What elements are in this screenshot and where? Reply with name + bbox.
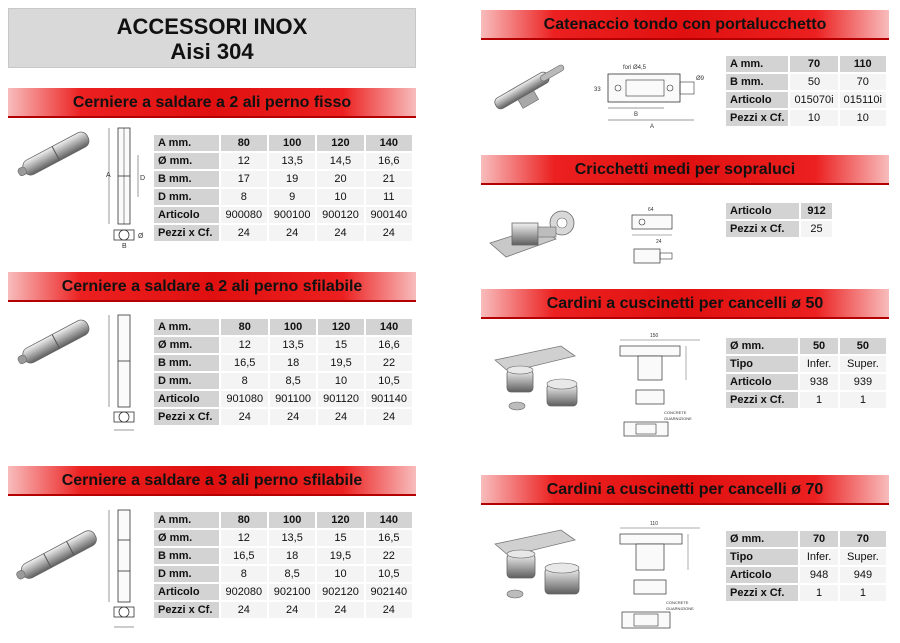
- table-cell: 10,5: [366, 566, 412, 582]
- table-row: [726, 203, 832, 219]
- table-cell: 912: [801, 203, 832, 219]
- table-cell: 24: [221, 409, 268, 425]
- table-cell: 120: [317, 135, 363, 151]
- row-label: A mm.: [154, 135, 219, 151]
- row-label: Articolo: [726, 203, 799, 219]
- table-cell: 50: [790, 74, 837, 90]
- table-cell: 901140: [366, 391, 412, 407]
- table-row: [726, 549, 886, 565]
- table-row: [154, 548, 412, 564]
- section-title-s7: Cardini a cuscinetti per cancelli ø 70: [481, 475, 889, 505]
- row-label: Pezzi x Cf.: [154, 409, 219, 425]
- table-cell: 17: [221, 171, 267, 187]
- row-label: D mm.: [154, 373, 219, 389]
- table-cell: 938: [800, 374, 838, 390]
- table-row: [726, 338, 886, 354]
- table-cell: 13,5: [270, 337, 316, 353]
- table-row: [154, 319, 412, 335]
- table-cell: 8,5: [270, 373, 316, 389]
- row-label: A mm.: [154, 319, 219, 335]
- table-cell: 9: [269, 189, 315, 205]
- dim-d-label: D: [140, 175, 146, 182]
- table-cell: 015110i: [840, 92, 886, 108]
- latch-w-label: 64: [648, 207, 654, 213]
- spec-table-s6: [724, 336, 888, 410]
- table-cell: 100: [269, 512, 315, 528]
- table-cell: 949: [840, 567, 886, 583]
- row-label: A mm.: [154, 512, 219, 528]
- spec-table-s4: [724, 54, 888, 128]
- table-cell: 16,5: [366, 530, 412, 546]
- table-row: [154, 512, 412, 528]
- table-cell: 900120: [317, 207, 363, 223]
- dim-phi-label: Ø: [138, 233, 144, 240]
- gate70-note2: GUARNIZIONE: [666, 606, 694, 611]
- table-cell: Infer.: [800, 356, 838, 372]
- table-row: [154, 373, 412, 389]
- table-cell: 901080: [221, 391, 268, 407]
- table-cell: 12: [221, 337, 268, 353]
- table-row: [726, 56, 886, 72]
- table-cell: 24: [221, 602, 267, 618]
- table-row: [726, 392, 886, 408]
- section-title-s1: Cerniere a saldare a 2 ali perno fisso: [8, 88, 416, 118]
- row-label: B mm.: [154, 355, 219, 371]
- row-label: Articolo: [726, 567, 798, 583]
- table-row: [154, 409, 412, 425]
- table-row: [154, 391, 412, 407]
- table-cell: 19: [269, 171, 315, 187]
- row-label: Pezzi x Cf.: [154, 225, 219, 241]
- table-cell: 16,5: [221, 355, 268, 371]
- row-label: Articolo: [154, 391, 219, 407]
- table-cell: Infer.: [800, 549, 838, 565]
- table-cell: 8: [221, 373, 268, 389]
- table-cell: 50: [840, 338, 886, 354]
- row-label: Articolo: [726, 374, 798, 390]
- hinge-photo-s2: [10, 310, 100, 375]
- table-cell: 24: [270, 409, 316, 425]
- gate70-note1: CONCRETE: [666, 600, 689, 605]
- gate70-dim-label: 110: [650, 521, 658, 527]
- table-cell: 120: [318, 319, 364, 335]
- row-label: Tipo: [726, 549, 798, 565]
- table-row: [154, 225, 412, 241]
- row-label: D mm.: [154, 566, 219, 582]
- bolt-h-label: 33: [594, 87, 601, 93]
- table-cell: 80: [221, 319, 268, 335]
- table-cell: 10: [317, 566, 363, 582]
- table-cell: 902120: [317, 584, 363, 600]
- table-cell: 19,5: [317, 548, 363, 564]
- table-cell: 10: [318, 373, 364, 389]
- table-cell: 19,5: [318, 355, 364, 371]
- row-label: Ø mm.: [154, 337, 219, 353]
- table-cell: 1: [840, 585, 886, 601]
- table-cell: 15: [318, 337, 364, 353]
- row-label: Pezzi x Cf.: [154, 602, 219, 618]
- table-cell: 1: [800, 585, 838, 601]
- table-row: [154, 171, 412, 187]
- table-cell: 18: [269, 548, 315, 564]
- hinge-drawing-s3: [100, 507, 150, 635]
- table-cell: 15: [317, 530, 363, 546]
- row-label: Ø mm.: [726, 338, 798, 354]
- section-title-s5: Cricchetti medi per sopraluci: [481, 155, 889, 185]
- table-cell: 21: [366, 171, 412, 187]
- hinge-photo-s1: [10, 122, 100, 187]
- table-cell: 70: [840, 531, 886, 547]
- hinge-photo-s3: [8, 520, 108, 590]
- table-row: [154, 189, 412, 205]
- latch-h-label: 24: [656, 239, 662, 245]
- table-cell: 901120: [318, 391, 364, 407]
- row-label: Articolo: [154, 584, 219, 600]
- row-label: A mm.: [726, 56, 788, 72]
- gate-hinge-photo-70: [487, 522, 587, 604]
- table-row: [726, 567, 886, 583]
- table-cell: 939: [840, 374, 886, 390]
- table-cell: 22: [366, 548, 412, 564]
- spec-table-s1: [152, 133, 414, 243]
- row-label: Articolo: [154, 207, 219, 223]
- table-row: [154, 135, 412, 151]
- row-label: Pezzi x Cf.: [726, 585, 798, 601]
- spec-table-s5: [724, 201, 834, 239]
- section-title-s4: Catenaccio tondo con portalucchetto: [481, 10, 889, 40]
- table-cell: 140: [366, 319, 412, 335]
- spec-table-s3: [152, 510, 414, 620]
- table-cell: Super.: [840, 549, 886, 565]
- table-cell: 13,5: [269, 153, 315, 169]
- table-cell: 22: [366, 355, 412, 371]
- table-cell: 10,5: [366, 373, 412, 389]
- hinge-drawing-s2: [100, 312, 150, 437]
- table-cell: 70: [800, 531, 838, 547]
- gate-hinge-drawing-50: [610, 330, 708, 442]
- table-row: [726, 531, 886, 547]
- row-label: Pezzi x Cf.: [726, 221, 799, 237]
- table-row: [154, 530, 412, 546]
- bolt-diam-label: Ø9: [696, 76, 705, 82]
- table-cell: 14,5: [317, 153, 363, 169]
- table-cell: 120: [317, 512, 363, 528]
- table-row: [154, 207, 412, 223]
- table-cell: 25: [801, 221, 832, 237]
- table-cell: 100: [269, 135, 315, 151]
- table-cell: 10: [317, 189, 363, 205]
- table-cell: 948: [800, 567, 838, 583]
- table-cell: 13,5: [269, 530, 315, 546]
- table-cell: 24: [318, 409, 364, 425]
- row-label: Ø mm.: [154, 153, 219, 169]
- spec-table-s7: [724, 529, 888, 603]
- table-cell: 902140: [366, 584, 412, 600]
- table-cell: 10: [840, 110, 886, 126]
- table-cell: 16,6: [366, 153, 412, 169]
- table-cell: 110: [840, 56, 886, 72]
- table-cell: 70: [790, 56, 837, 72]
- table-cell: 1: [800, 392, 838, 408]
- row-label: Pezzi x Cf.: [726, 392, 798, 408]
- table-cell: 10: [790, 110, 837, 126]
- table-row: [154, 337, 412, 353]
- latch-photo: [486, 205, 586, 270]
- row-label: B mm.: [154, 171, 219, 187]
- row-label: B mm.: [154, 548, 219, 564]
- table-cell: 900080: [221, 207, 267, 223]
- table-cell: 24: [317, 602, 363, 618]
- gate50-note2: GUARNIZIONE: [664, 416, 692, 421]
- table-row: [154, 355, 412, 371]
- table-cell: 1: [840, 392, 886, 408]
- dim-a-label: A: [106, 172, 111, 179]
- row-label: Ø mm.: [726, 531, 798, 547]
- table-cell: 50: [800, 338, 838, 354]
- table-cell: 8: [221, 189, 267, 205]
- table-cell: 8,5: [269, 566, 315, 582]
- table-cell: 900140: [366, 207, 412, 223]
- table-cell: 24: [221, 225, 267, 241]
- dim-b-label: B: [122, 243, 127, 250]
- table-cell: 8: [221, 566, 267, 582]
- table-cell: 20: [317, 171, 363, 187]
- section-title-s2: Cerniere a saldare a 2 ali perno sfilabile: [8, 272, 416, 302]
- page-title-box: [8, 8, 416, 68]
- table-row: [726, 221, 832, 237]
- page-title: ACCESSORI INOX: [116, 14, 308, 39]
- gate-hinge-drawing-70: [610, 518, 708, 636]
- table-cell: 18: [270, 355, 316, 371]
- table-cell: 015070i: [790, 92, 837, 108]
- section-title-s6: Cardini a cuscinetti per cancelli ø 50: [481, 289, 889, 319]
- row-label: Articolo: [726, 92, 788, 108]
- table-cell: 24: [269, 602, 315, 618]
- latch-drawing: [612, 203, 692, 273]
- table-row: [154, 566, 412, 582]
- table-cell: 11: [366, 189, 412, 205]
- row-label: B mm.: [726, 74, 788, 90]
- table-row: [726, 374, 886, 390]
- table-cell: 80: [221, 135, 267, 151]
- section-title-s3: Cerniere a saldare a 3 ali perno sfilabile: [8, 466, 416, 496]
- table-row: [154, 153, 412, 169]
- table-row: [154, 584, 412, 600]
- table-cell: 12: [221, 530, 267, 546]
- gate50-note1: CONCRETE: [664, 410, 687, 415]
- table-cell: Super.: [840, 356, 886, 372]
- table-cell: 140: [366, 512, 412, 528]
- row-label: D mm.: [154, 189, 219, 205]
- table-cell: 902080: [221, 584, 267, 600]
- table-cell: 900100: [269, 207, 315, 223]
- table-cell: 24: [366, 225, 412, 241]
- table-row: [726, 92, 886, 108]
- table-cell: 140: [366, 135, 412, 151]
- row-label: Ø mm.: [154, 530, 219, 546]
- table-cell: 80: [221, 512, 267, 528]
- bolt-holes-label: fori Ø4,5: [623, 65, 647, 71]
- table-cell: 12: [221, 153, 267, 169]
- page-subtitle: Aisi 304: [170, 39, 254, 64]
- gate50-dim-label: 150: [650, 333, 659, 339]
- table-cell: 70: [840, 74, 886, 90]
- table-cell: 902100: [269, 584, 315, 600]
- table-row: [726, 356, 886, 372]
- bolt-b-label: B: [634, 112, 639, 118]
- table-cell: 24: [317, 225, 363, 241]
- hinge-drawing-s1: [100, 125, 150, 250]
- table-row: [726, 585, 886, 601]
- table-cell: 24: [366, 602, 412, 618]
- row-label: Tipo: [726, 356, 798, 372]
- table-cell: 24: [269, 225, 315, 241]
- table-cell: 16,5: [221, 548, 267, 564]
- table-row: [154, 602, 412, 618]
- table-cell: 901100: [270, 391, 316, 407]
- gate-hinge-photo-50: [487, 338, 587, 418]
- table-row: [726, 74, 886, 90]
- table-cell: 100: [270, 319, 316, 335]
- table-row: [726, 110, 886, 126]
- table-cell: 16,6: [366, 337, 412, 353]
- spec-table-s2: [152, 317, 414, 427]
- row-label: Pezzi x Cf.: [726, 110, 788, 126]
- table-cell: 24: [366, 409, 412, 425]
- bolt-drawing: [588, 60, 713, 130]
- bolt-a-label: A: [650, 124, 655, 130]
- bolt-photo: [483, 55, 573, 120]
